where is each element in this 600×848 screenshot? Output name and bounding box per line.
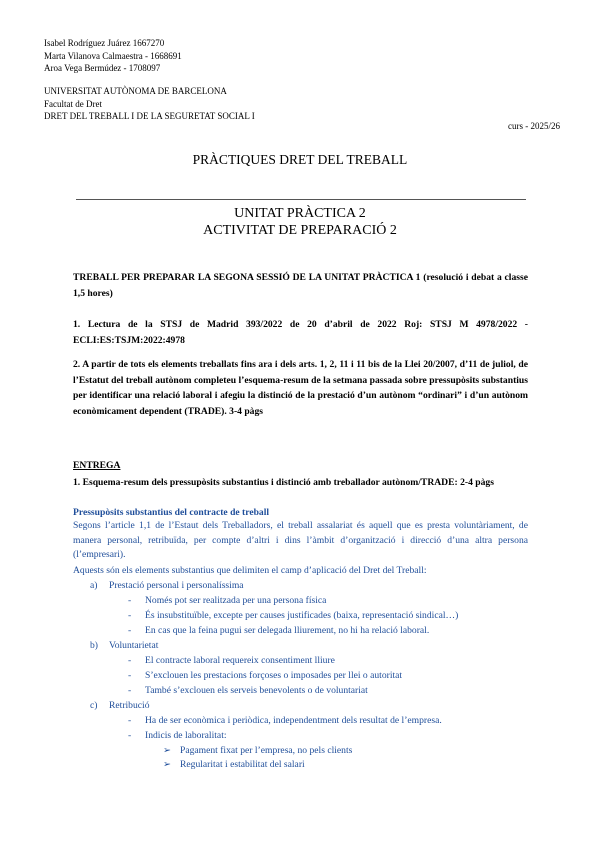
unit-title-line-1: UNITAT PRÀCTICA 2 bbox=[234, 206, 366, 221]
list-marker-b: b) bbox=[90, 640, 98, 651]
dash-bullet: - bbox=[128, 730, 132, 741]
subject-name: DRET DEL TREBALL I DE LA SEGURETAT SOCIAL I bbox=[44, 111, 255, 121]
section-heading: Pressupòsits substantius del contracte de treball bbox=[73, 507, 270, 518]
list-item: El contracte laboral requereix consentiment lliure bbox=[145, 655, 335, 666]
arrow-bullet-icon: ➢ bbox=[163, 745, 172, 756]
dash-bullet: - bbox=[128, 625, 132, 636]
body-paragraph-2: Aquests són els elements substantius que delimiten el camp d’aplicació del Dret del Treball: bbox=[73, 565, 427, 576]
arrow-bullet-icon: ➢ bbox=[163, 759, 172, 770]
author-line: Marta Vilanova Calmaestra - 1668691 bbox=[44, 50, 182, 61]
list-label-a: Prestació personal i personalíssima bbox=[109, 580, 244, 591]
horizontal-divider bbox=[76, 199, 526, 200]
entrega-heading: ENTREGA bbox=[73, 460, 121, 471]
unit-title-line-2: ACTIVITAT DE PREPARACIÓ 2 bbox=[203, 223, 397, 238]
list-label-b: Voluntarietat bbox=[109, 640, 159, 651]
course-year: curs - 2025/26 bbox=[508, 121, 560, 131]
list-item: S’exclouen les prestacions forçoses o imposades per llei o autoritat bbox=[145, 670, 403, 681]
dash-bullet: - bbox=[128, 610, 132, 621]
list-item: Indicis de laboralitat: bbox=[145, 730, 227, 741]
page-title: PRÀCTIQUES DRET DEL TREBALL bbox=[192, 152, 408, 167]
task-1-paragraph: 1. Lectura de la STSJ de Madrid 393/2022 de 20 d’abril de 2022 Roj: STSJ M 4978/2022 - ECLI:ES:TSJM:2022:4978 bbox=[73, 319, 528, 346]
entrega-item: 1. Esquema-resum dels pressupòsits substantius i distinció amb treballador autònom/TRADE: 2-4 pàgs bbox=[73, 477, 494, 488]
list-item: També s’exclouen els serveis benevolents o de voluntariat bbox=[145, 685, 368, 696]
author-line: Isabel Rodríguez Juárez 1667270 bbox=[44, 38, 165, 48]
university-name: UNIVERSITAT AUTÒNOMA DE BARCELONA bbox=[44, 86, 227, 96]
list-item: Ha de ser econòmica i periòdica, independentment dels resultat de l’empresa. bbox=[145, 715, 442, 726]
intro-paragraph: TREBALL PER PREPARAR LA SEGONA SESSIÓ DE LA UNITAT PRÀCTICA 1 (resolució i debat a classe 1,5 hores) bbox=[73, 272, 528, 299]
body-paragraph-1: Segons l’article 1,1 de l’Estaut dels Treballadors, el treball assalariat és aquell que es presta voluntàriament, de manera personal, retribuïda, per compte d’altri i dins l’àmbit d’organització i direcció d’una altra persona (l’empresari). bbox=[73, 520, 528, 560]
author-line: Aroa Vega Bermúdez - 1708097 bbox=[44, 63, 161, 73]
list-label-c: Retribució bbox=[109, 700, 150, 711]
unit-title bbox=[0, 205, 600, 239]
list-marker-c: c) bbox=[90, 700, 98, 711]
list-item: Només pot ser realitzada per una persona física bbox=[145, 595, 327, 606]
dash-bullet: - bbox=[128, 685, 132, 696]
authors-block bbox=[44, 37, 182, 75]
list-subitem: Pagament fixat per l’empresa, no pels clients bbox=[180, 745, 353, 756]
institution-block bbox=[44, 85, 255, 123]
list-marker-a: a) bbox=[90, 580, 98, 591]
list-item: És insubstituïble, excepte per causes justificades (baixa, representació sindical…) bbox=[145, 610, 459, 621]
list-subitem: Regularitat i estabilitat del salari bbox=[180, 759, 305, 770]
task-2-paragraph: 2. A partir de tots els elements treballats fins ara i dels arts. 1, 2, 11 i 11 bis de la Llei 20/2007, d’11 de juliol, de l’Estatut del treball autònom completeu l’esquema-resum de la setmana passada sobre pressupòsits substantius per identificar una relació laboral i afegiu la distinció de la prestació d’un autònom “ordinari” i d’un autònom econòmicament dependent (TRADE). 3-4 pàgs bbox=[73, 359, 528, 417]
dash-bullet: - bbox=[128, 655, 132, 666]
list-item: En cas que la feina pugui ser delegada lliurement, no hi ha relació laboral. bbox=[145, 625, 430, 636]
dash-bullet: - bbox=[128, 670, 132, 681]
faculty-name: Facultat de Dret bbox=[44, 98, 102, 109]
dash-bullet: - bbox=[128, 595, 132, 606]
dash-bullet: - bbox=[128, 715, 132, 726]
